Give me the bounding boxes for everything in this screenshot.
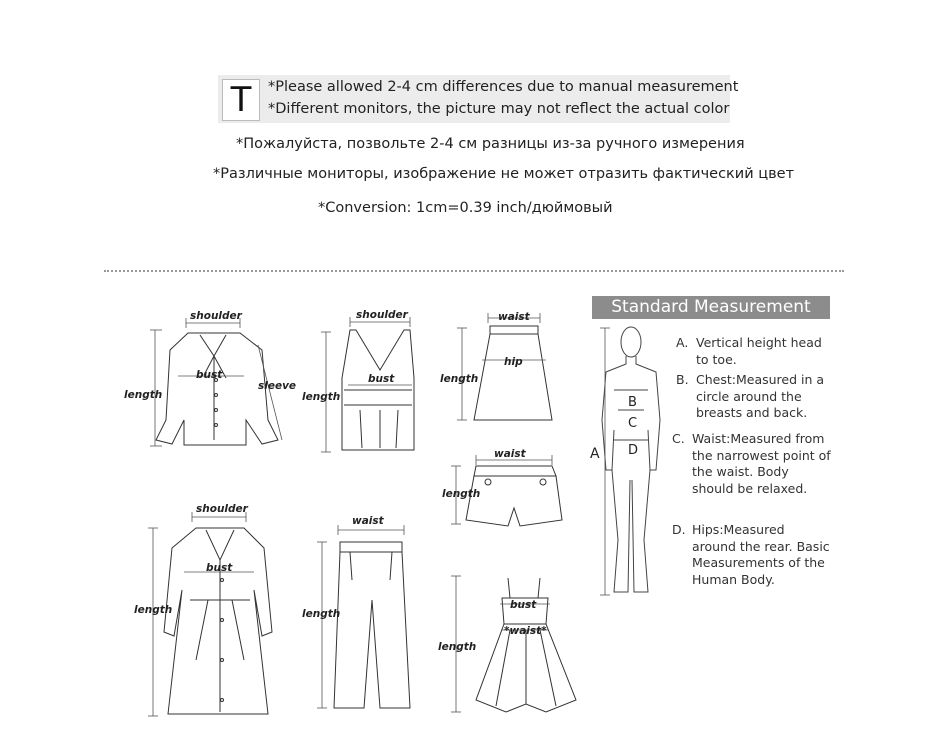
body-label-b: B <box>628 395 637 410</box>
body-label-a: A <box>590 446 600 462</box>
skirt-waist-label: waist <box>498 311 530 323</box>
coat-length-label: length <box>134 604 173 616</box>
body-figure <box>602 327 660 592</box>
notice-line-2: *Different monitors, the picture may not reflect the actual color <box>268 101 730 117</box>
blouse-bust-label: bust <box>196 369 223 381</box>
measure-key-b: B. <box>676 372 689 387</box>
tank-bust-label: bust <box>368 373 395 385</box>
measure-text-d: Hips:Measured around the rear. Basic Measurements of the Human Body. <box>692 522 830 587</box>
measure-text-b: Chest:Measured in a circle around the breasts and back. <box>696 372 825 420</box>
measure-item-a <box>676 335 846 369</box>
conversion-note: *Conversion: 1cm=0.39 inch/дюймовый <box>318 200 613 216</box>
tank-shoulder-label: shoulder <box>356 309 408 321</box>
skirt-hip-label: hip <box>504 356 523 368</box>
blouse-sleeve-label: sleeve <box>258 380 297 392</box>
dress-length-label: length <box>438 641 477 653</box>
blouse-shoulder-label: shoulder <box>190 310 242 322</box>
body-label-d: D <box>628 443 639 458</box>
measure-item-b <box>676 372 846 422</box>
tank-top-drawing <box>342 330 414 450</box>
jeans-length-label: length <box>302 608 341 620</box>
skirt-length-label: length <box>440 373 479 385</box>
notice-line-1: *Please allowed 2-4 cm differences due to manual measurement <box>268 79 739 95</box>
dress-bust-label: bust <box>510 599 537 611</box>
jeans-drawing <box>334 542 410 708</box>
blouse-length-label: length <box>124 389 163 401</box>
body-label-c: C <box>628 416 638 431</box>
shorts-waist-label: waist <box>494 448 526 460</box>
coat-bust-label: bust <box>206 562 233 574</box>
standard-measurement-title: Standard Measurement <box>592 296 830 319</box>
measure-key-a: A. <box>676 335 689 350</box>
shorts-length-label: length <box>442 488 481 500</box>
coat-shoulder-label: shoulder <box>196 503 248 515</box>
measure-key-d: D. <box>672 522 686 537</box>
shorts-drawing <box>466 466 562 526</box>
measure-item-c <box>672 431 842 515</box>
coat-drawing <box>164 528 272 714</box>
measure-text-c: Waist:Measured from the narrowest point of the waist. Body should be relaxed. <box>692 431 831 496</box>
russian-line-2: *Различные мониторы, изображение не может отразить фактический цвет <box>213 166 795 182</box>
dress-waist-label: *waist* <box>504 625 547 637</box>
skirt-drawing <box>474 326 552 420</box>
tank-length-label: length <box>302 391 341 403</box>
jeans-waist-label: waist <box>352 515 384 527</box>
t-icon: T <box>222 79 260 121</box>
measure-text-a: Vertical height head to toe. <box>696 335 822 367</box>
measure-key-c: C. <box>672 431 685 446</box>
measure-item-d <box>672 522 842 590</box>
russian-line-1: *Пожалуйста, позвольте 2-4 см разницы из-за ручного измерения <box>236 136 745 152</box>
